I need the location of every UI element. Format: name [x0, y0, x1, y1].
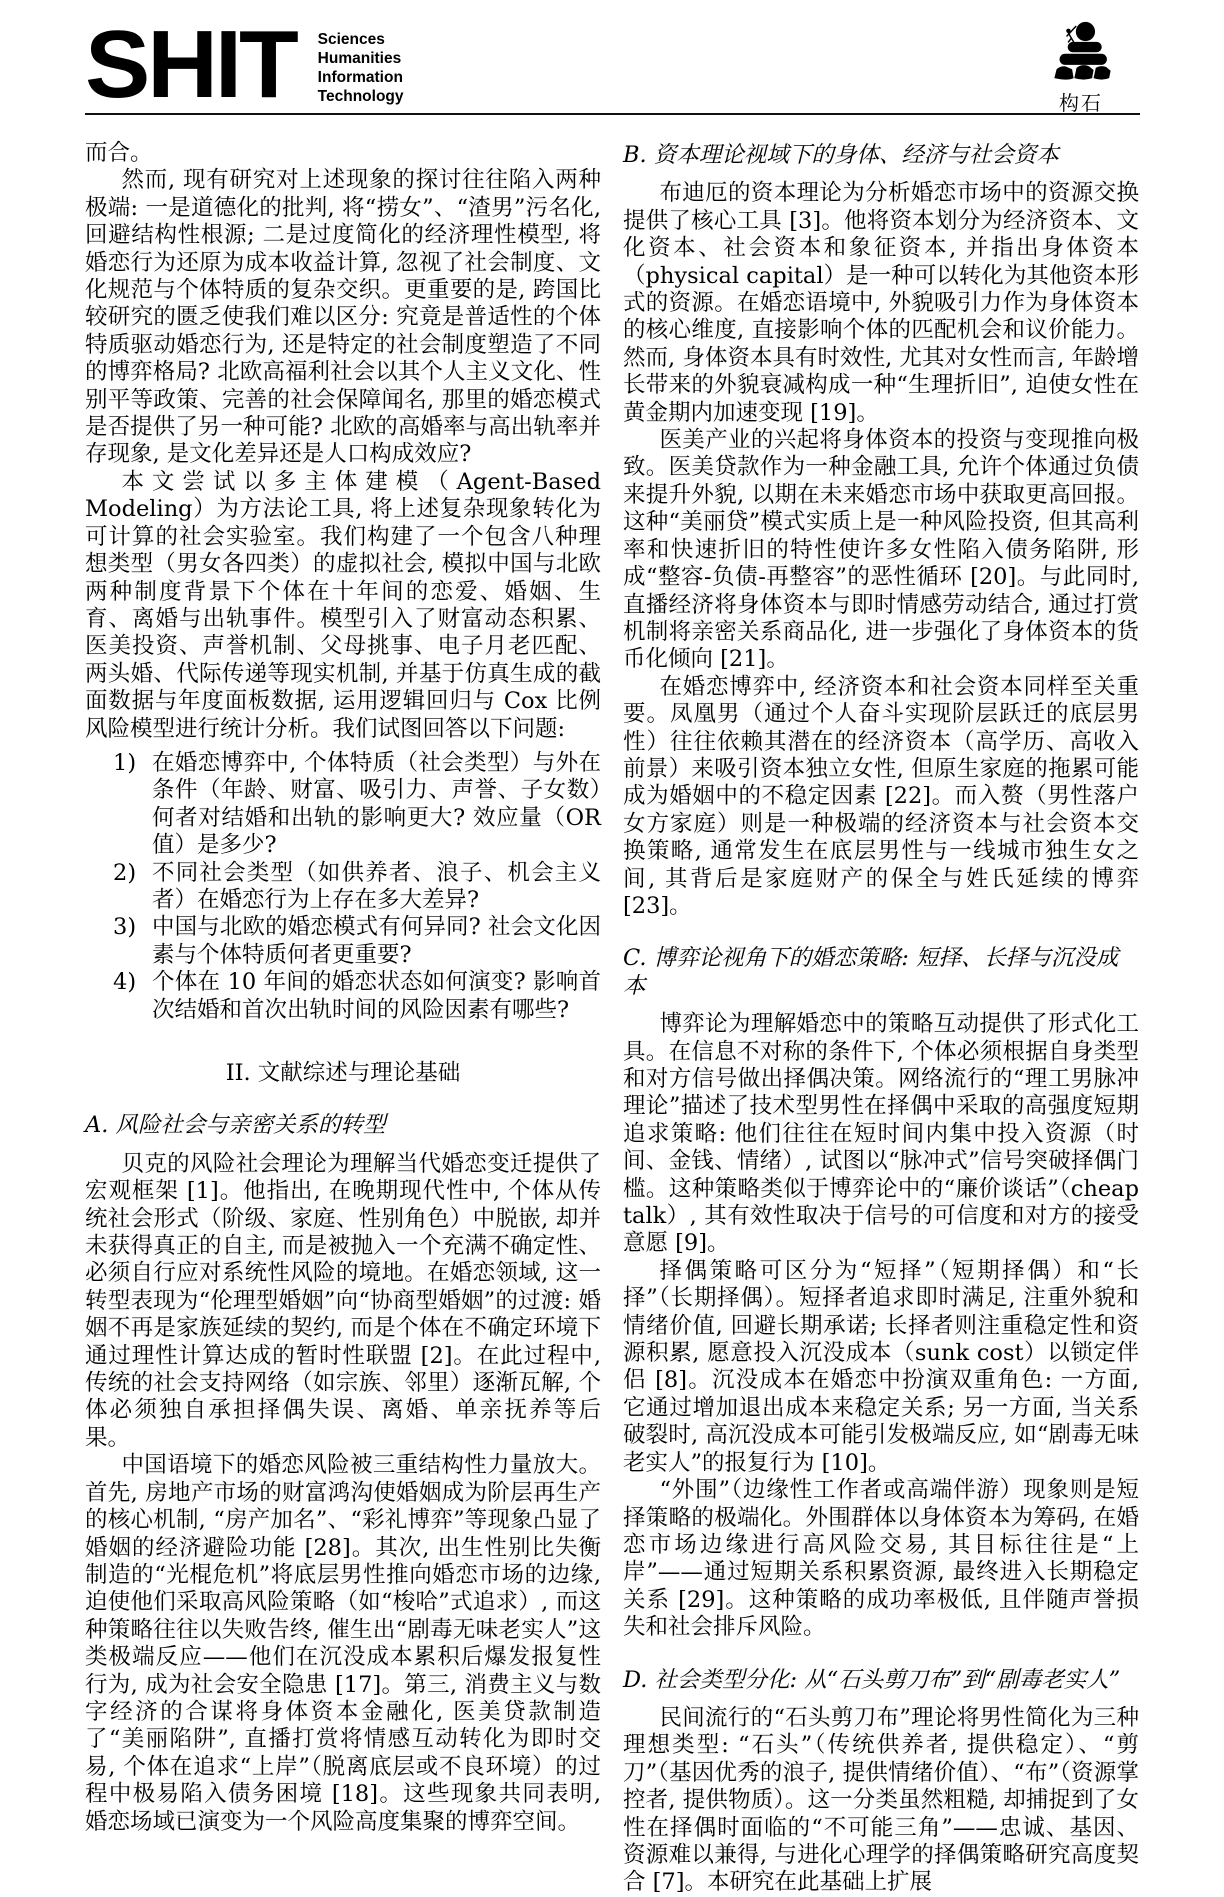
list-item-text: 不同社会类型（如供养者、浪子、机会主义者）在婚恋行为上存在多大差异? [152, 859, 601, 913]
research-questions-list [85, 750, 601, 1024]
press-mark [1044, 20, 1118, 116]
paragraph-china-risks: 中国语境下的婚恋风险被三重结构性力量放大。首先, 房地产市场的财富鸿沟使婚姻成为阶层再生产的核心机制, “房产加名”、“彩礼博弈”等现象凸显了婚姻的经济避险功能 [28]。其次, 出生性别比失衡制造的“光棍危机”将底层男性推向婚恋市场的边缘, 迫使他们采取高风险策略（如“梭哈”式追求）, 而这种策略往往以失败告终, 催生出“剧毒无味老实人”这类极端反应——他们在沉没成本累积后爆发报复性行为, 成为社会安全隐患 [17]。第三, 消费主义与数字经济的合谋将身体资本金融化, 医美贷款制造了“美丽陷阱”, 直播打赏将情感互动转化为即时交易, 个体在追求“上岸”（脱离底层或不良环境）的过程中极易陷入债务困境 [18]。这些现象共同表明, 婚恋场域已演变为一个风险高度集聚的博弈空间。 [85, 1452, 601, 1835]
logo-word-sciences: Sciences [317, 31, 385, 48]
paragraph-short-long-term: 择偶策略可区分为“短择”（短期择偶）和“长择”（长期择偶）。短择者追求即时满足, 注重外貌和情绪价值, 回避长期承诺; 长择者则注重稳定性和资源积累, 愿意投入沉没成本（sunk cost）以锁定伴侣 [8]。沉没成本在婚恋中扮演双重角色: 一方面, 它通过增加退出成本来稳定关系; 另一方面, 当关系破裂时, 高沉没成本可能引发极端反应, 如“剧毒无味老实人”的报复行为 [10]。 [623, 1257, 1139, 1476]
journal-header [85, 0, 1140, 118]
right-column [623, 140, 1139, 1897]
list-item [113, 750, 601, 860]
logo-word-humanities: Humanities [317, 50, 402, 67]
list-item [113, 914, 601, 969]
section-heading-literature-review: II. 文献综述与理论基础 [225, 1060, 461, 1086]
paragraph-bourdieu-capital: 布迪厄的资本理论为分析婚恋市场中的资源交换提供了核心工具 [3]。他将资本划分为经济资本、文化资本、社会资本和象征资本, 并指出身体资本（physical capital）是一种可以转化为其他资本形式的资源。在婚恋语境中, 外貌吸引力作为身体资本的核心维度, 直接影响个体的匹配机会和议价能力。然而, 身体资本具有时效性, 尤其对女性而言, 年龄增长带来的外貌衰减构成一种“生理折旧”, 迫使女性在黄金期内加速变现 [19]。 [623, 180, 1139, 426]
paragraph-periphery: “外围”（边缘性工作者或高端伴游）现象则是短择策略的极端化。外围群体以身体资本为筹码, 在婚恋市场边缘进行高风险交易, 其目标往往是“上岸”——通过短期关系积累资源, 最终进入长期稳定关系 [29]。这种策略的成功率极低, 且伴随声誉损失和社会排斥风险。 [623, 1477, 1139, 1641]
paragraph-risk-society: 贝克的风险社会理论为理解当代婚恋变迁提供了宏观框架 [1]。他指出, 在晚期现代性中, 个体从传统社会形式（阶级、家庭、性别角色）中脱嵌, 却并未获得真正的自主, 而是被抛入一个充满不确定性、必须自行应对系统性风险的境地。在婚恋领域, 这一转型表现为“伦理型婚姻”向“协商型婚姻”的过渡: 婚姻不再是家族延续的契约, 而是个体在不确定环境下通过理性计算达成的暂时性联盟 [2]。在此过程中, 传统的社会支持网络（如宗族、邻里）逐渐瓦解, 个体必须独自承担择偶失误、离婚、单亲抚养等后果。 [85, 1150, 601, 1451]
list-item-text: 在婚恋博弈中, 个体特质（社会类型）与外在条件（年龄、财富、吸引力、声誉、子女数）何者对结婚和出轨的影响更大? 效应量（OR 值）是多少? [152, 749, 601, 859]
logo-word-information: Information [317, 69, 403, 86]
list-item [113, 860, 601, 915]
subsection-heading-capital-theory: B. 资本理论视域下的身体、经济与社会资本 [623, 142, 1059, 168]
logo-word-technology: Technology [317, 88, 404, 105]
list-item-text: 个体在 10 年间的婚恋状态如何演变? 影响首次结婚和首次出轨时间的风险因素有哪些? [152, 969, 601, 1023]
paragraph-abm-method: 本文尝试以多主体建模（Agent-Based Modeling）为方法论工具, 将上述复杂现象转化为可计算的社会实验室。我们构建了一个包含八种理想类型（男女各四类）的虚拟社会, 模拟中国与北欧两种制度背景下个体在十年间的恋爱、婚姻、生育、离婚与出轨事件。模型引入了财富动态积累、医美投资、声誉机制、父母挑事、电子月老匹配、两头婚、代际传递等现实机制, 并基于仿真生成的截面数据与年度面板数据, 运用逻辑回归与 Cox 比例风险模型进行统计分析。我们试图回答以下问题: [85, 468, 601, 742]
paragraph-rock-paper-scissors: 民间流行的“石头剪刀布”理论将男性简化为三种理想类型: “石头”（传统供养者, 提供稳定）、“剪刀”（基因优秀的浪子, 提供情绪价值）、“布”（资源掌控者, 提供物质）。这一分类虽然粗糙, 却捕捉到了女性在择偶时面临的“不可能三角”——忠诚、基因、资源难以兼得, 与进化心理学的择偶策略研究高度契合 [7]。本研究在此基础上扩展 [623, 1704, 1139, 1896]
list-item-text: 中国与北欧的婚恋模式有何异同? 社会文化因素与个体特质何者更重要? [152, 914, 601, 968]
subsection-heading-risk-society: A. 风险社会与亲密关系的转型 [85, 1112, 386, 1139]
journal-logo-words [318, 30, 404, 106]
list-item-number: 3) [113, 914, 137, 941]
journal-logo-block [85, 11, 404, 118]
paragraph-continuation: 而合。 [85, 140, 153, 166]
paragraph-game-theory: 博弈论为理解婚恋中的策略互动提供了形式化工具。在信息不对称的条件下, 个体必须根据自身类型和对方信号做出择偶决策。网络流行的“理工男脉冲理论”描述了技术型男性在择偶中采取的高强度短期追求策略: 他们往往在短时间内集中投入资源（时间、金钱、情绪）, 试图以“脉冲式”信号突破择偶门槛。这种策略类似于博弈论中的“廉价谈话”（cheap talk）, 其有效性取决于信号的可信度和对方的接受意愿 [9]。 [623, 1011, 1139, 1257]
paragraph-economic-social-capital: 在婚恋博弈中, 经济资本和社会资本同样至关重要。凤凰男（通过个人奋斗实现阶层跃迁的底层男性）往往依赖其潜在的经济资本（高学历、高收入前景）来吸引资本独立女性, 但原生家庭的拖累可能成为婚姻中的不稳定因素 [22]。而入赘（男性落户女方家庭）则是一种极端的经济资本与社会资本交换策略, 通常发生在底层男性与一线城市独生女之间, 其背后是家庭财产的保全与姓氏延续的博弈 [23]。 [623, 673, 1139, 919]
paper-body [85, 140, 1140, 1897]
cairn-logo-icon [1044, 20, 1118, 86]
paragraph-two-extremes: 然而, 现有研究对上述现象的探讨往往陷入两种极端: 一是道德化的批判, 将“捞女”、“渣男”污名化, 回避结构性根源; 二是过度简化的经济理性模型, 将婚恋行为还原为成本收益计算, 忽视了社会制度、文化规范与个体特质的复杂交织。更重要的是, 跨国比较研究的匮乏使我们难以区分: 究竟是普适性的个体特质驱动婚恋行为, 还是特定的社会制度塑造了不同的博弈格局? 北欧高福利社会以其个人主义文化、性别平等政策、完善的社会保障闻名, 那里的婚恋模式是否提供了另一种可能? 北欧的高婚率与高出轨率并存现象, 是文化差异还是人口构成效应? [85, 167, 601, 468]
list-item-number: 4) [113, 969, 137, 996]
subsection-heading-social-types: D. 社会类型分化: 从“石头剪刀布”到“剧毒老实人” [623, 1666, 1121, 1693]
subsection-heading-game-theory: C. 博弈论视角下的婚恋策略: 短择、长择与沉没成本 [623, 945, 1119, 999]
left-column [85, 140, 601, 1897]
press-name: 构石 [1059, 93, 1103, 115]
list-item-number: 2) [113, 859, 137, 886]
paragraph-medical-beauty: 医美产业的兴起将身体资本的投资与变现推向极致。医美贷款作为一种金融工具, 允许个体通过负债来提升外貌, 以期在未来婚恋市场中获取更高回报。这种“美丽贷”模式实质上是一种风险投资, 但其高利率和快速折旧的特性使许多女性陷入债务陷阱, 形成“整容-负债-再整容”的恶性循环 [20]。与此同时, 直播经济将身体资本与即时情感劳动结合, 通过打赏机制将亲密关系商品化, 进一步强化了身体资本的货币化倾向 [21]。 [623, 427, 1139, 673]
journal-logo-acronym: SHIT [85, 11, 296, 118]
list-item [113, 969, 601, 1024]
list-item-number: 1) [113, 749, 137, 776]
